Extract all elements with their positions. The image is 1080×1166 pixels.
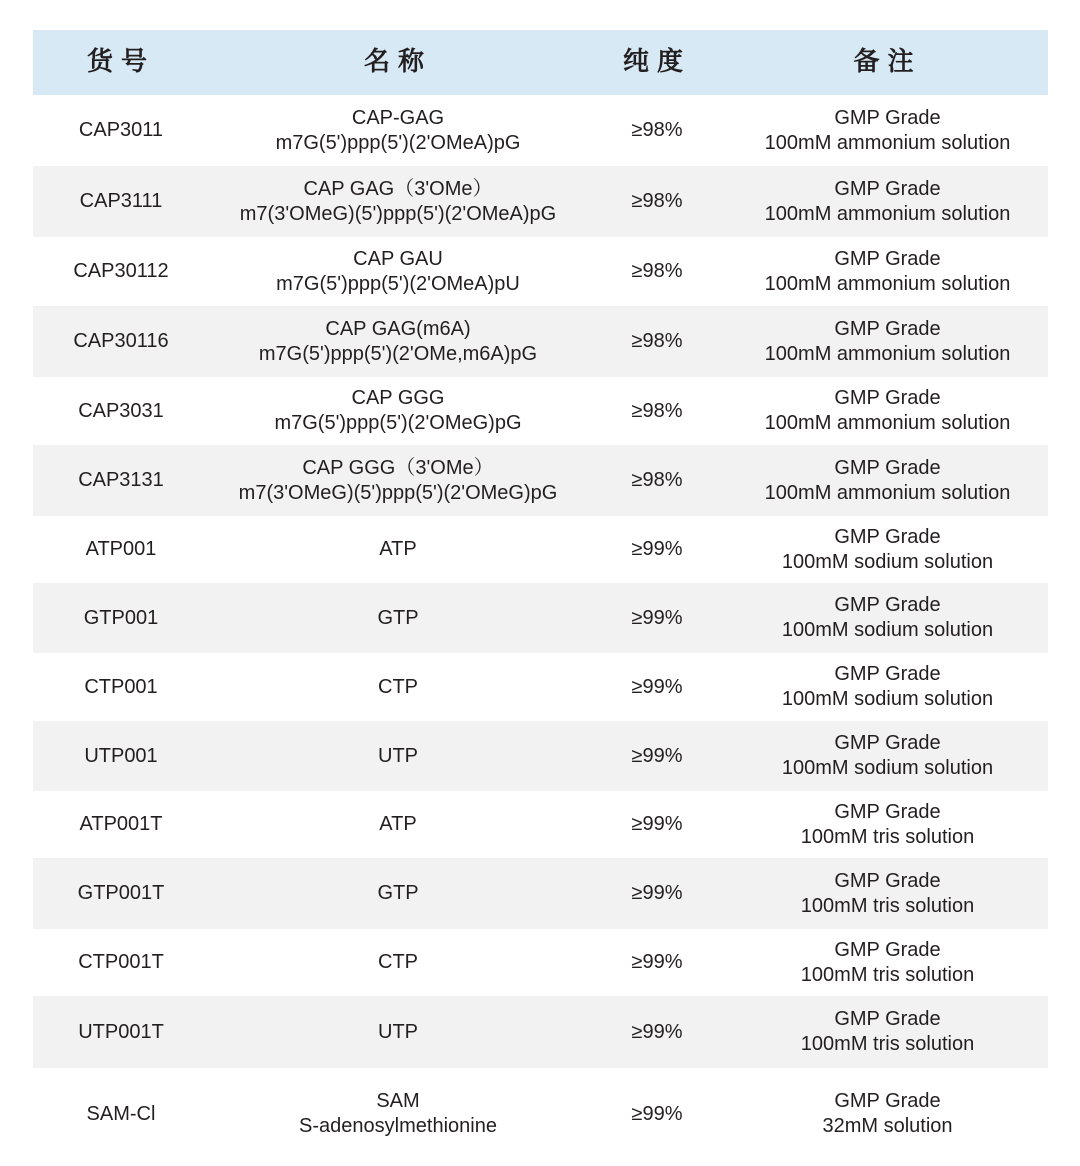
remarks-line-1: GMP Grade	[834, 594, 941, 616]
table-row	[33, 377, 1048, 445]
remarks-cell	[727, 247, 1048, 297]
remarks-line-1: GMP Grade	[834, 663, 941, 685]
name-line-1: CAP GGG	[351, 387, 445, 409]
name-cell	[209, 1089, 587, 1139]
remarks-cell	[727, 869, 1048, 919]
name-cell	[209, 106, 587, 156]
table-row	[33, 95, 1048, 166]
remarks-line-1: GMP Grade	[834, 938, 941, 961]
remarks-line-2: 100mM sodium solution	[781, 757, 994, 779]
remarks-line-2: 100mM tris solution	[800, 1033, 975, 1055]
remarks-line-2: 100mM ammonium solution	[764, 202, 1011, 225]
name-cell: GTP	[377, 882, 419, 904]
table-row	[33, 583, 1048, 653]
item-number-cell: GTP001	[83, 606, 159, 629]
name-line-1: SAM	[376, 1090, 420, 1112]
name-cell: CTP	[378, 951, 418, 973]
name-cell: ATP	[379, 538, 417, 560]
table-row	[33, 166, 1048, 237]
name-cell: UTP	[378, 744, 418, 767]
table-row	[33, 237, 1048, 306]
remarks-cell	[727, 317, 1048, 367]
table-row	[33, 445, 1048, 516]
item-number-cell: UTP001T	[78, 1020, 164, 1043]
remarks-line-1: GMP Grade	[834, 177, 941, 200]
remarks-line-1: GMP Grade	[834, 1008, 941, 1030]
purity-cell: ≥99%	[631, 1020, 683, 1043]
remarks-line-2: 100mM sodium solution	[781, 619, 994, 641]
name-line-2: m7(3'OMeG)(5')ppp(5')(2'OMeG)pG	[238, 481, 558, 504]
header-purity: 纯度	[622, 47, 691, 77]
purity-cell: ≥98%	[631, 119, 683, 141]
name-line-1: CAP GGG（3'OMe）	[302, 456, 494, 479]
remarks-line-2: 100mM tris solution	[800, 825, 975, 848]
name-cell	[209, 386, 587, 436]
purity-cell: ≥99%	[631, 882, 683, 904]
table-row	[33, 721, 1048, 791]
purity-cell: ≥98%	[631, 469, 683, 491]
remarks-cell	[727, 662, 1048, 712]
name-line-2: m7G(5')ppp(5')(2'OMeA)pU	[276, 272, 520, 295]
name-cell: ATP	[379, 813, 417, 835]
remarks-line-2: 100mM ammonium solution	[764, 481, 1011, 504]
purity-cell: ≥99%	[631, 538, 683, 560]
name-cell	[209, 247, 587, 297]
name-line-2: m7G(5')ppp(5')(2'OMeA)pG	[275, 131, 521, 154]
item-number-cell: CAP3011	[78, 119, 164, 141]
name-line-1: CAP GAG(m6A)	[325, 317, 471, 340]
remarks-line-1: GMP Grade	[834, 1090, 941, 1112]
remarks-line-1: GMP Grade	[834, 106, 941, 129]
table-row	[33, 1068, 1048, 1160]
table-row	[33, 306, 1048, 377]
name-cell: GTP	[377, 606, 419, 629]
name-cell: UTP	[378, 1020, 418, 1043]
purity-cell: ≥98%	[631, 399, 683, 422]
table-row	[33, 858, 1048, 929]
item-number-cell: GTP001T	[77, 882, 165, 904]
table-row	[33, 996, 1048, 1068]
remarks-cell	[727, 386, 1048, 436]
name-line-2: m7G(5')ppp(5')(2'OMeG)pG	[274, 412, 522, 434]
purity-cell: ≥98%	[631, 260, 683, 282]
item-number-cell: CAP30116	[73, 330, 169, 352]
remarks-cell	[727, 1089, 1048, 1139]
name-line-2: m7G(5')ppp(5')(2'OMe,m6A)pG	[258, 342, 538, 365]
name-line-2: m7(3'OMeG)(5')ppp(5')(2'OMeA)pG	[239, 202, 557, 225]
remarks-line-1: GMP Grade	[834, 800, 941, 823]
name-line-1: CAP GAU	[353, 247, 443, 270]
item-number-cell: ATP001T	[79, 813, 163, 835]
remarks-line-2: 100mM sodium solution	[781, 688, 994, 710]
remarks-cell	[727, 731, 1048, 781]
remarks-cell	[727, 525, 1048, 575]
item-number-cell: CAP3031	[78, 399, 164, 422]
remarks-line-2: 100mM tris solution	[800, 963, 975, 986]
remarks-line-1: GMP Grade	[834, 456, 941, 479]
name-cell: CTP	[378, 675, 418, 698]
name-line-1: CAP GAG（3'OMe）	[303, 177, 493, 200]
remarks-line-1: GMP Grade	[834, 525, 941, 548]
remarks-line-2: 100mM ammonium solution	[764, 131, 1011, 154]
remarks-line-1: GMP Grade	[834, 317, 941, 340]
purity-cell: ≥99%	[631, 606, 683, 629]
item-number-cell: CAP3131	[78, 469, 164, 491]
remarks-cell	[727, 593, 1048, 643]
name-cell	[209, 317, 587, 367]
name-line-1: CAP-GAG	[351, 106, 445, 129]
item-number-cell: ATP001	[85, 538, 157, 560]
purity-cell: ≥99%	[631, 744, 683, 767]
remarks-cell	[727, 177, 1048, 227]
item-number-cell: CAP30112	[73, 260, 169, 282]
remarks-line-2: 100mM tris solution	[800, 894, 975, 917]
name-cell	[209, 456, 587, 506]
table-row	[33, 653, 1048, 721]
remarks-line-1: GMP Grade	[834, 247, 941, 270]
header-name: 名称	[363, 47, 432, 77]
purity-cell: ≥99%	[631, 1102, 683, 1125]
remarks-line-2: 100mM ammonium solution	[764, 342, 1011, 365]
table-header	[33, 30, 1048, 95]
remarks-line-2: 100mM sodium solution	[781, 550, 994, 573]
purity-cell: ≥99%	[631, 951, 683, 973]
remarks-cell	[727, 938, 1048, 988]
remarks-cell	[727, 1007, 1048, 1057]
remarks-line-2: 100mM ammonium solution	[764, 412, 1011, 434]
item-number-cell: UTP001	[84, 744, 158, 767]
purity-cell: ≥98%	[631, 330, 683, 352]
purity-cell: ≥98%	[631, 190, 683, 212]
item-number-cell: SAM-Cl	[86, 1102, 156, 1125]
purity-cell: ≥99%	[631, 675, 683, 698]
table-row	[33, 516, 1048, 583]
remarks-cell	[727, 106, 1048, 156]
table-row	[33, 929, 1048, 996]
remarks-line-2: 32mM solution	[822, 1115, 953, 1137]
header-remarks: 备注	[853, 47, 922, 77]
header-item-number: 货号	[86, 47, 155, 77]
remarks-cell	[727, 800, 1048, 850]
remarks-cell	[727, 456, 1048, 506]
name-line-2: S-adenosylmethionine	[299, 1115, 497, 1137]
item-number-cell: CTP001T	[78, 951, 164, 973]
name-cell	[209, 177, 587, 227]
table-row	[33, 791, 1048, 858]
remarks-line-1: GMP Grade	[834, 869, 941, 892]
product-table	[33, 30, 1048, 1160]
remarks-line-1: GMP Grade	[834, 387, 941, 409]
remarks-line-1: GMP Grade	[834, 732, 941, 754]
purity-cell: ≥99%	[631, 813, 683, 835]
item-number-cell: CTP001	[84, 675, 158, 698]
item-number-cell: CAP3111	[79, 190, 163, 212]
remarks-line-2: 100mM ammonium solution	[764, 272, 1011, 295]
